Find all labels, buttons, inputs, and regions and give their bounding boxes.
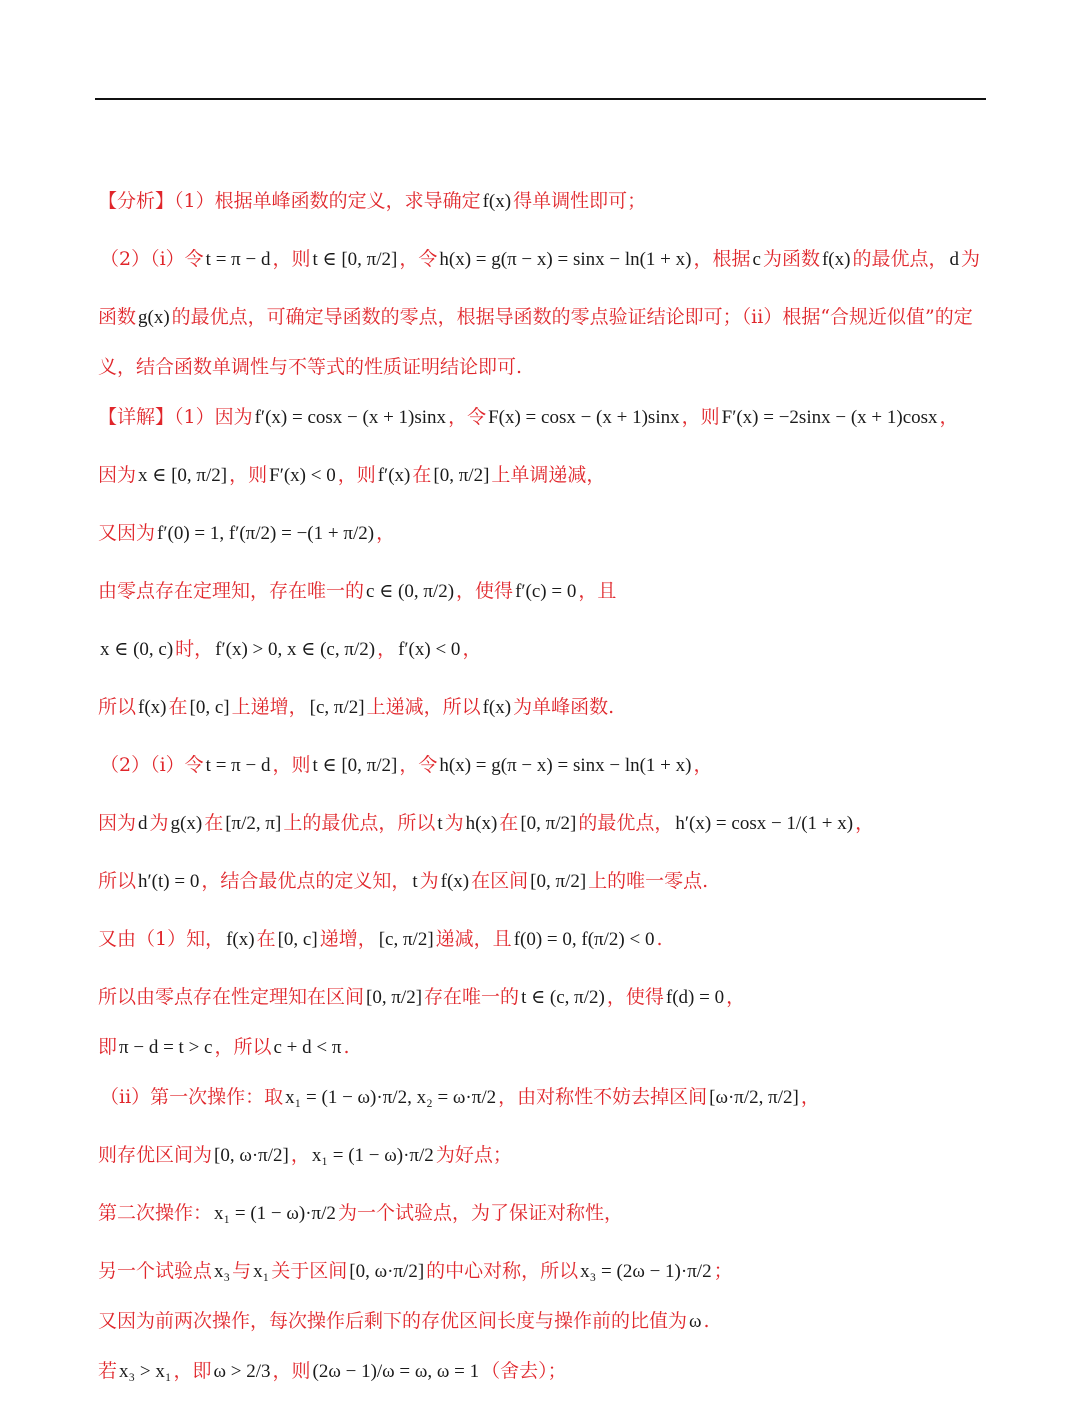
text-segment: ，令 [399,754,438,776]
math-expression: t ∈ [0, π/2] [312,755,398,776]
text-line [98,692,998,723]
math-expression: t [437,813,443,834]
text-segment: ，则 [272,248,311,270]
text-segment: ，则 [272,1360,311,1382]
text-segment: 的最优点， [578,812,674,834]
math-expression: f(x) [482,697,512,718]
text-segment: 的最优点，可确定导函数的零点，根据导函数的零点验证结论即可；（ii）根据“合规近似值”的定 [171,306,973,328]
text-segment: 关于区间 [271,1260,348,1282]
math-expression: [0, π/2] [433,465,490,486]
text-line [98,808,998,839]
math-expression: x₃ > x₁ [119,1361,172,1382]
text-line [100,1082,1000,1113]
text-segment: 【分析】 [98,190,175,212]
text-segment: 所以由零点存在性定理知在区间 [98,986,365,1008]
text-segment: ， [726,986,746,1008]
math-expression: [0, π/2] [520,813,577,834]
text-line [98,402,998,433]
text-segment: 为好点； [435,1144,512,1166]
math-expression: x₁ = (1 − ω)·π/2 [311,1145,434,1166]
math-expression: x₃ [214,1261,231,1282]
math-expression: h′(t) = 0 [138,871,200,892]
text-segment: （2）（i）令 [100,754,204,776]
text-segment: 上递减，所以 [366,696,481,718]
math-expression: [c, π/2] [309,697,365,718]
text-segment: ， [800,1086,820,1108]
math-expression: f′(x) < 0 [398,639,461,660]
text-line [98,1140,998,1171]
text-segment: 又因为 [98,522,156,544]
text-segment: 则存优区间为 [98,1144,213,1166]
math-expression: x₁ = (1 − ω)·π/2, x₂ = ω·π/2 [285,1087,497,1108]
text-segment: 递增， [319,928,377,950]
text-segment: ， [693,754,713,776]
text-segment: （1）根据单峰函数的定义，求导确定 [174,190,481,212]
text-segment: 又因为前两次操作，每次操作后剩下的存优区间长度与操作前的比值为 [98,1310,688,1332]
text-segment: 存在唯一的 [424,986,520,1008]
text-segment: 为一个试验点，为了保证对称性， [337,1202,623,1224]
math-expression: t = π − d [205,249,271,270]
text-line [98,576,998,607]
math-expression: [ω·π/2, π/2] [709,1087,799,1108]
math-expression: d [949,249,959,270]
math-expression: f′(x) = cosx − (x + 1)sinx [254,407,447,428]
text-segment: 在区间 [471,870,529,892]
text-segment: 为 [149,812,169,834]
text-segment: （ii）第一次操作：取 [100,1086,284,1108]
text-segment: 另一个试验点 [98,1260,213,1282]
text-line [98,866,998,897]
math-expression: [0, c] [189,697,230,718]
text-segment: 在 [256,928,276,950]
math-expression: t ∈ [0, π/2] [312,249,398,270]
math-expression: x ∈ [0, π/2] [138,465,228,486]
text-segment: ，令 [448,406,487,428]
math-expression: f(d) = 0 [665,987,725,1008]
text-line [98,352,998,382]
math-expression: [π/2, π] [225,813,282,834]
text-line [98,1256,998,1287]
text-segment: 在 [168,696,188,718]
text-segment: 得单调性即可； [513,190,647,212]
math-expression: c [752,249,761,270]
text-segment: 若 [98,1360,118,1382]
text-segment: 在 [412,464,432,486]
text-line [98,460,998,491]
text-segment: ，则 [272,754,311,776]
text-segment: ， [377,638,397,660]
text-line [98,302,998,333]
header-rule [95,98,986,100]
math-expression: f′(c) = 0 [515,581,577,602]
math-expression: f′(0) = 1, f′(π/2) = −(1 + π/2) [157,523,375,544]
math-expression: [0, ω·π/2] [349,1261,425,1282]
math-expression: x₃ = (2ω − 1)·π/2 [580,1261,712,1282]
text-line [98,1306,998,1337]
math-expression: c ∈ (0, π/2) [366,581,455,602]
text-segment: 又由（1）知， [98,928,225,950]
text-segment: 上递增， [231,696,308,718]
text-segment: （1）因为 [174,406,253,428]
math-expression: t [412,871,418,892]
text-line [98,634,998,665]
text-segment: 因为 [98,812,137,834]
math-expression: [c, π/2] [378,929,434,950]
math-expression: [0, c] [277,929,318,950]
text-line [98,1032,998,1063]
text-segment: 因为 [98,464,137,486]
math-expression: F′(x) < 0 [269,465,336,486]
text-segment: 函数 [98,306,137,328]
text-segment: 即 [98,1036,118,1058]
text-segment: 为 [960,248,980,270]
text-segment: ，由对称性不妨去掉区间 [498,1086,708,1108]
math-expression: t = π − d [205,755,271,776]
text-segment: . [703,1310,710,1332]
math-expression: h(x) = g(π − x) = sinx − ln(1 + x) [439,249,692,270]
text-segment: . [343,1036,350,1058]
math-expression: π − d = t > c [119,1037,213,1058]
text-line [100,244,1000,275]
text-segment: 为 [444,812,464,834]
math-expression: g(x) [170,813,203,834]
math-expression: x ∈ (0, c) [100,639,174,660]
text-segment: ，使得 [606,986,664,1008]
math-expression: [0, ω·π/2] [214,1145,289,1166]
text-segment: ，令 [399,248,438,270]
text-segment: ， [462,638,482,660]
math-expression: h(x) = g(π − x) = sinx − ln(1 + x) [439,755,692,776]
text-line [100,750,1000,781]
math-expression: f(0) = 0, f(π/2) < 0 [513,929,655,950]
text-segment: 在 [204,812,224,834]
math-expression: [0, π/2] [366,987,423,1008]
text-line [98,518,998,549]
math-expression: x₁ [253,1261,270,1282]
text-segment: 上单调递减， [491,464,606,486]
text-segment: 上的唯一零点. [588,870,709,892]
text-segment: 递减，且 [435,928,512,950]
math-expression: c + d < π [273,1037,342,1058]
text-segment: ，结合最优点的定义知， [201,870,411,892]
text-segment: 所以 [98,870,137,892]
math-expression: [0, π/2] [530,871,587,892]
text-segment: ， [290,1144,310,1166]
text-line [98,1198,998,1229]
text-segment: 义，结合函数单调性与不等式的性质证明结论即可. [98,356,523,378]
math-expression: f′(x) > 0, x ∈ (c, π/2) [215,639,376,660]
math-expression: f(x) [440,871,470,892]
text-segment: 为单峰函数. [513,696,615,718]
math-expression: f(x) [138,697,167,718]
text-segment: 在 [499,812,519,834]
math-expression: f(x) [821,249,851,270]
text-line [98,186,998,217]
text-segment: 的最优点， [852,248,948,270]
text-segment: 由零点存在定理知，存在唯一的 [98,580,365,602]
math-expression: F′(x) = −2sinx − (x + 1)cosx [721,407,938,428]
math-expression: d [138,813,148,834]
text-segment: ，则 [337,464,376,486]
text-segment: ， [855,812,875,834]
math-expression: f′(x) [377,465,411,486]
math-expression: h(x) [465,813,498,834]
math-expression: h′(x) = cosx − 1/(1 + x) [675,813,854,834]
text-segment: ，所以 [214,1036,272,1058]
text-segment: 【详解】 [98,406,175,428]
text-segment: 与 [232,1260,252,1282]
text-segment: ， [939,406,959,428]
math-expression: f(x) [482,191,512,212]
text-segment: ； [713,1260,733,1282]
text-segment: 为函数 [762,248,820,270]
math-expression: t ∈ (c, π/2) [521,987,605,1008]
text-segment: ，且 [578,580,617,602]
math-expression: F(x) = cosx − (x + 1)sinx [488,407,680,428]
math-expression: ω [689,1311,702,1332]
text-line [98,1356,998,1387]
text-segment: 时， [175,638,214,660]
text-segment: ，使得 [456,580,514,602]
text-segment: ， [376,522,396,544]
text-segment: 上的最优点，所以 [283,812,436,834]
text-segment: 所以 [98,696,137,718]
text-segment: ，则 [681,406,720,428]
text-segment: 第二次操作： [98,1202,213,1224]
text-line [98,924,998,955]
text-segment: ，则 [229,464,268,486]
text-segment: 的中心对称，所以 [426,1260,579,1282]
math-expression: g(x) [138,307,170,328]
text-segment: ，根据 [693,248,751,270]
text-segment: （2）（i）令 [100,248,204,270]
text-segment: . [656,928,663,950]
text-line [98,982,998,1013]
text-segment: 为 [419,870,439,892]
math-expression: f(x) [226,929,255,950]
text-segment: ，即 [173,1360,212,1382]
math-expression: x₁ = (1 − ω)·π/2 [214,1203,336,1224]
math-expression: (2ω − 1)/ω = ω, ω = 1 [312,1361,480,1382]
text-segment: （舍去）； [481,1360,567,1382]
math-expression: ω > 2/3 [213,1361,271,1382]
